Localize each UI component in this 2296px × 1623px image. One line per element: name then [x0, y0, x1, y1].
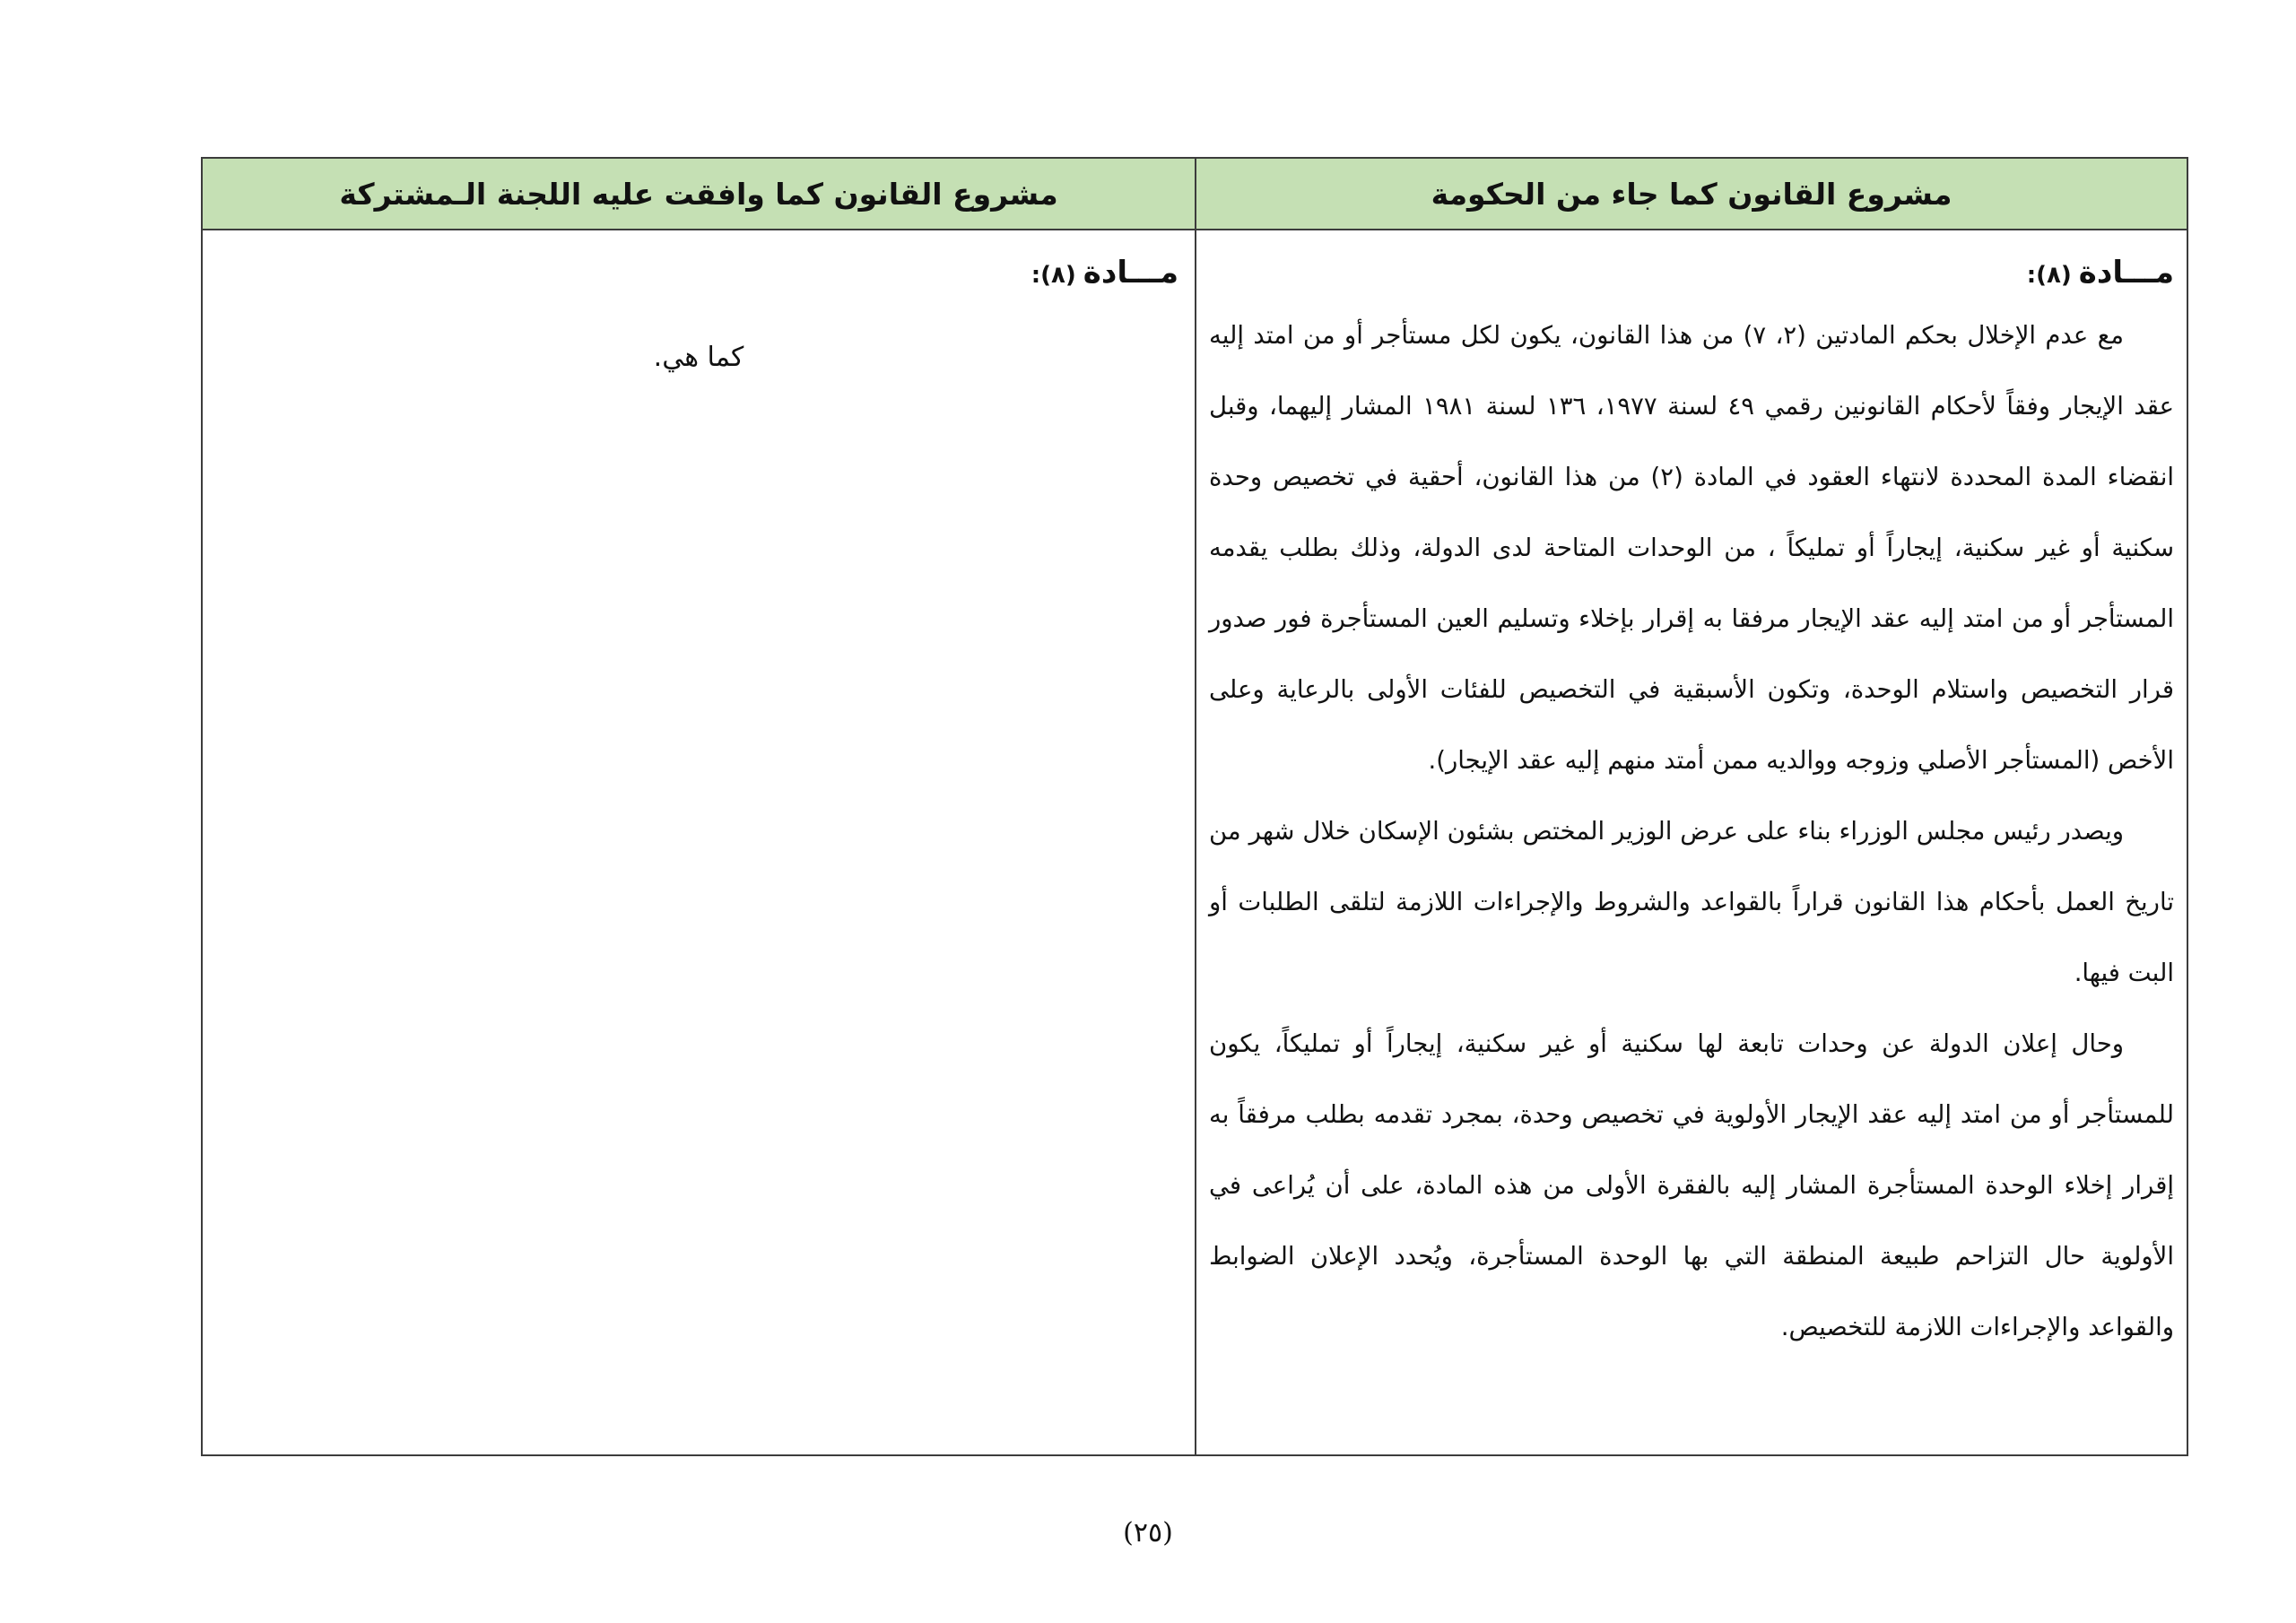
article-heading — [1209, 256, 2174, 295]
government-draft-cell — [1196, 230, 2187, 1455]
header-committee-draft: مشروع القانون كما وافقت عليه اللجنة الـمشتركة — [202, 158, 1196, 230]
header-government-draft: مشروع القانون كما جاء من الحكومة — [1196, 158, 2187, 230]
paragraph-2: ويصدر رئيس مجلس الوزراء بناء على عرض الوزير المختص بشئون الإسكان خلال شهر من تاريخ العمل بأحكام هذا القانون قراراً بالقواعد والشروط والإجراءات اللازمة لتلقى الطلبات أو البت فيها. — [1209, 817, 2174, 987]
paragraph-1: مع عدم الإخلال بحكم المادتين (٢، ٧) من هذا القانون، يكون لكل مستأجر أو من امتد إليه عقد الإيجار وفقاً لأحكام القانونين رقمي ٤٩ لسنة ١٩٧٧، ١٣٦ لسنة ١٩٨١ المشار إليهما، وقبل انقضاء المدة المحددة لانتهاء العقود في المادة (٢) من هذا القانون، أحقية في تخصيص وحدة سكنية أو غير سكنية، إيجاراً أو تمليكاً ، من الوحدات المتاحة لدى الدولة، وذلك بطلب يقدمه المستأجر أو من امتد إليه عقد الإيجار مرفقا به إقرار بإخلاء وتسليم العين المستأجرة فور صدور قرار التخصيص واستلام الوحدة، وتكون الأسبقية في التخصيص للفئات الأولى بالرعاية وعلى الأخص (المستأجر الأصلي وزوجه ووالديه ممن أمتد منهم إليه عقد الإيجار). — [1209, 321, 2175, 775]
as-is-note: كما هي. — [653, 342, 744, 373]
page-number: (٢٥) — [1123, 1517, 1173, 1549]
article-number: (٨): — [1031, 262, 1076, 289]
article-label: مـــادة — [1083, 255, 1178, 291]
committee-draft-cell — [202, 230, 1196, 1455]
article-label: مـــادة — [2078, 255, 2174, 291]
article-number: (٨): — [2026, 262, 2072, 289]
table-row — [202, 230, 2187, 1455]
table-header-row — [202, 158, 2187, 230]
comparison-table — [201, 157, 2188, 1456]
article-heading — [219, 256, 1178, 295]
paragraph-3: وحال إعلان الدولة عن وحدات تابعة لها سكنية أو غير سكنية، إيجاراً أو تمليكاً، يكون للمستأجر أو من امتد إليه عقد الإيجار الأولوية في تخصيص وحدة، بمجرد تقدمه بطلب مرفقاً به إقرار إخلاء الوحدة المستأجرة المشار إليه بالفقرة الأولى من هذه المادة، على أن يُراعى في الأولوية حال التزاحم طبيعة المنطقة التي بها الوحدة المستأجرة، ويُحدد الإعلان الضوابط والقواعد والإجراءات اللازمة للتخصيص. — [1209, 1029, 2174, 1341]
